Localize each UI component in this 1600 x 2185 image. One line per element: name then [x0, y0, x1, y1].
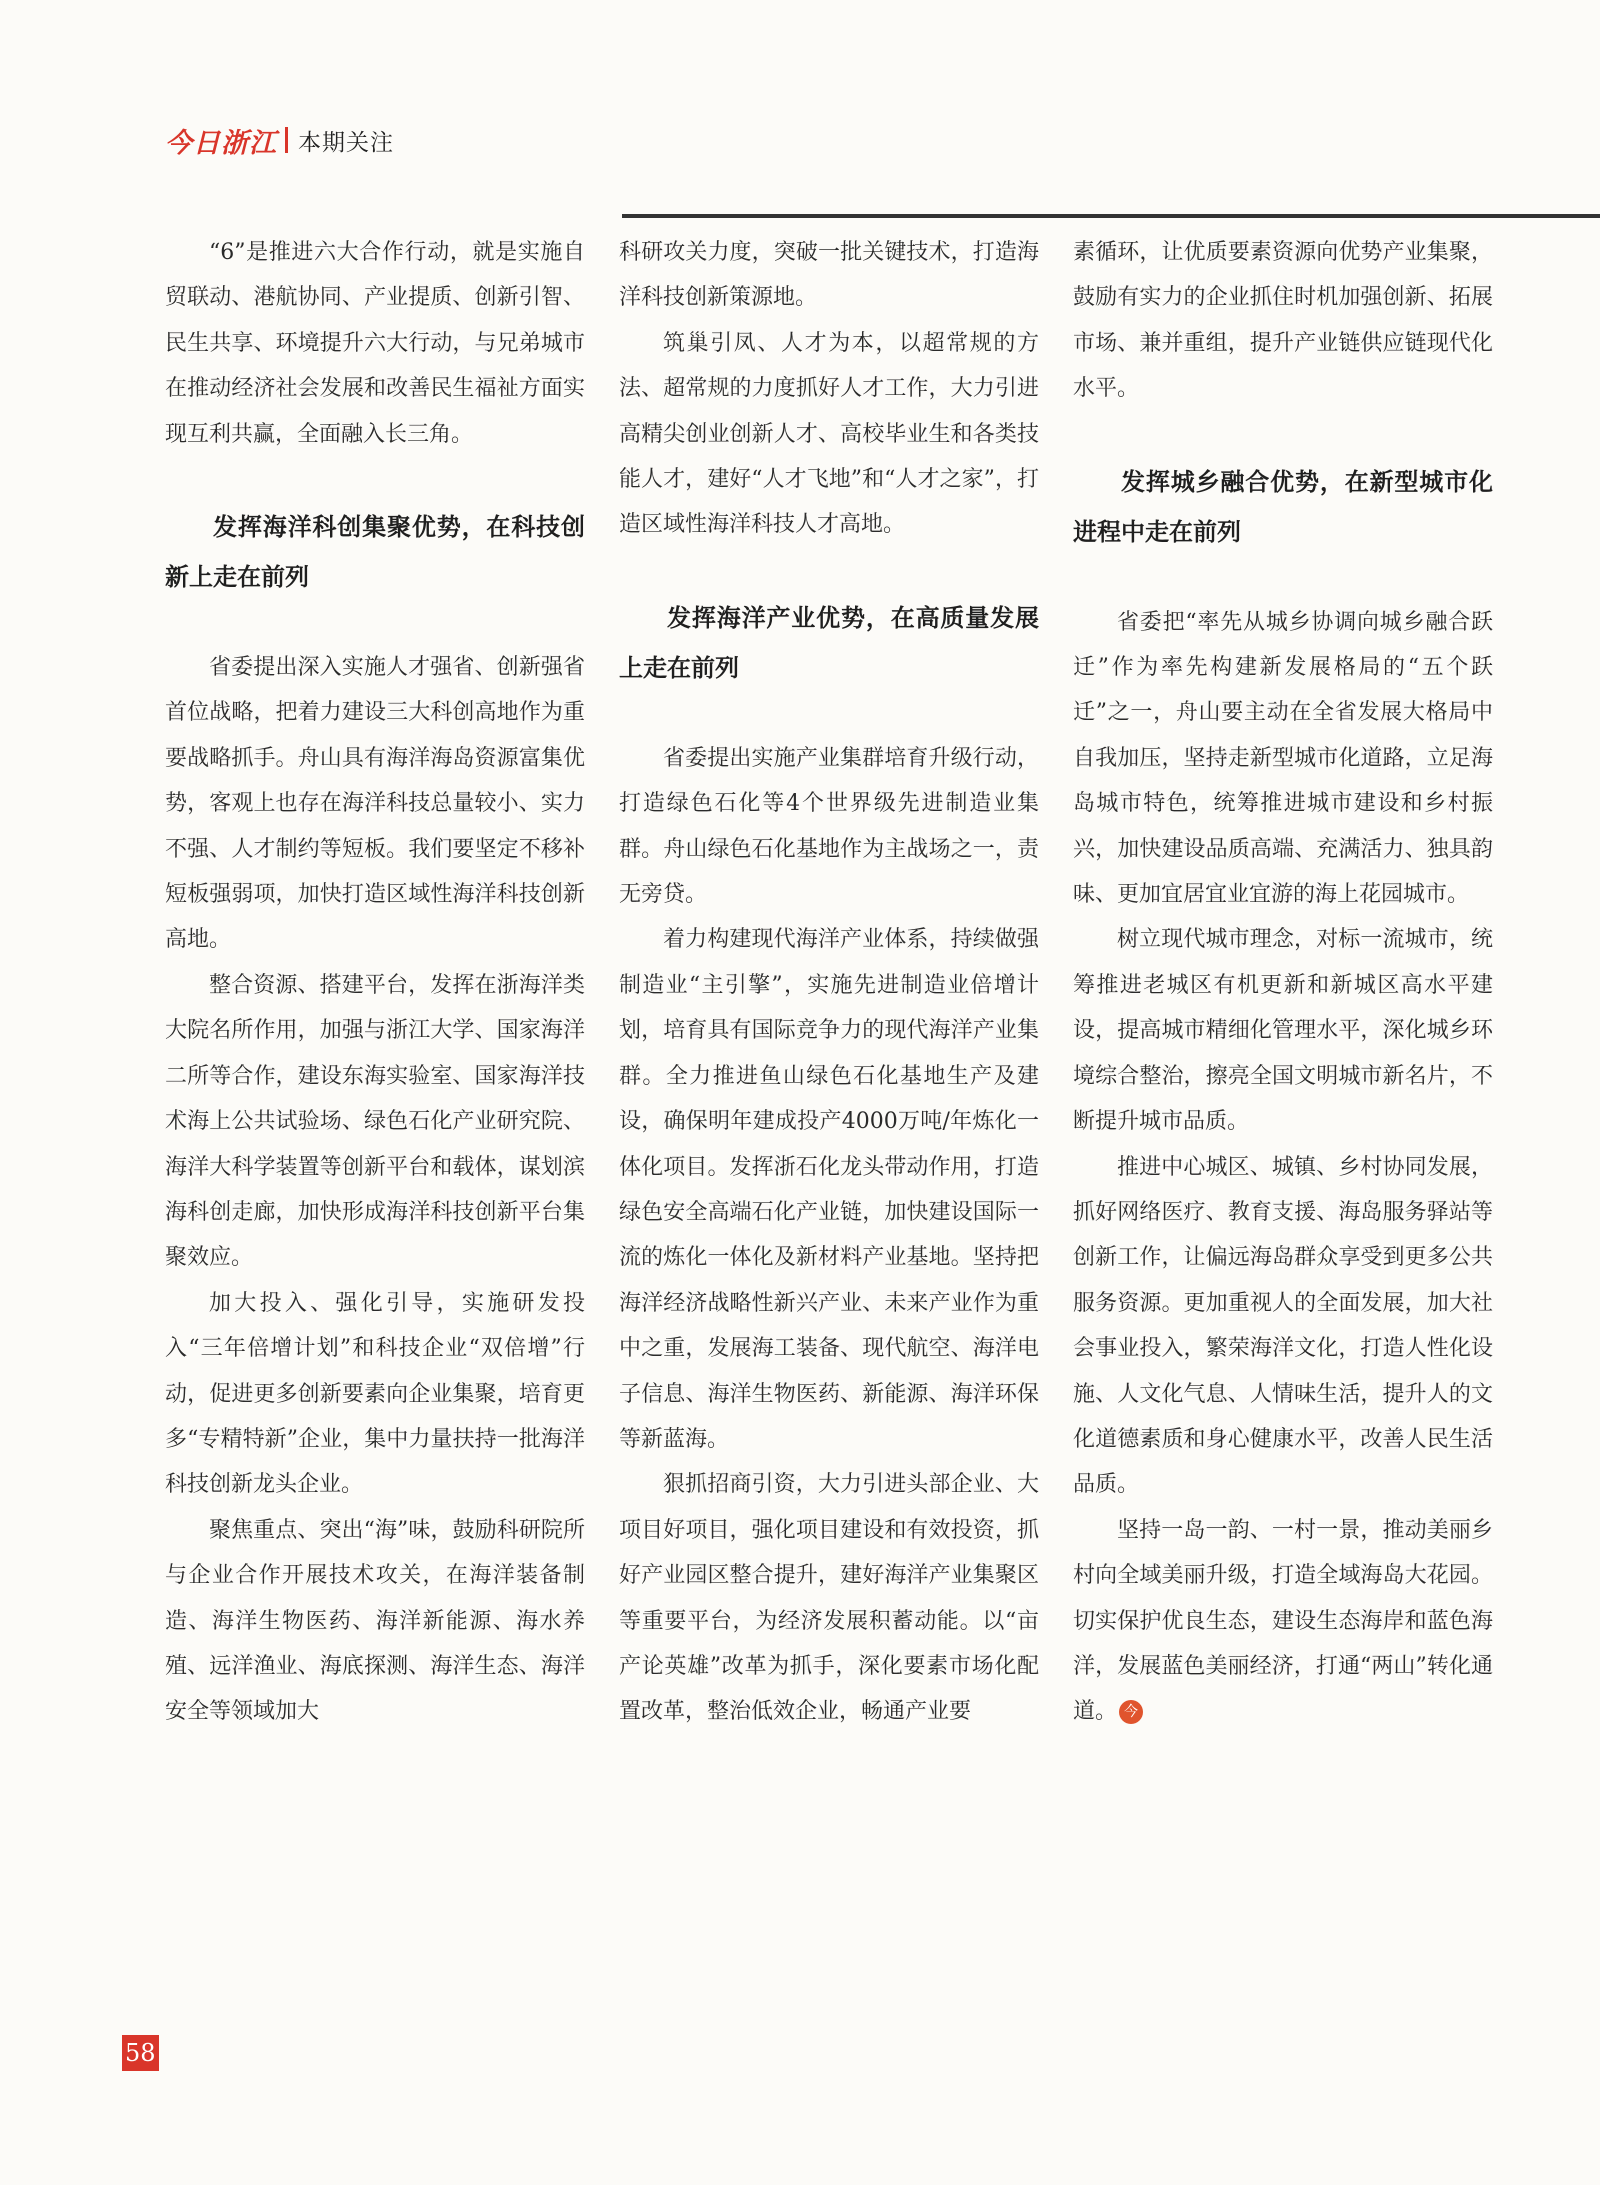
paragraph: 筑巢引凤、人才为本，以超常规的方法、超常规的力度抓好人才工作，大力引进高精尖创业创新人才、高校毕业生和各类技能人才，建好“人才飞地”和“人才之家”，打造区域性海洋科技人才高地。 — [619, 330, 1039, 538]
paragraph: 省委提出深入实施人才强省、创新强省首位战略，把着力建设三大科创高地作为重要战略抓手。舟山具有海洋海岛资源富集优势，客观上也存在海洋科技总量较小、实力不强、人才制约等短板。我们要坚定不移补短板强弱项，加快打造区域性海洋科技创新高地。 — [165, 655, 585, 953]
magazine-logo: 今日浙江 — [165, 127, 277, 159]
paragraph: 省委提出实施产业集群培育升级行动，打造绿色石化等4个世界级先进制造业集群。舟山绿色石化基地作为主战场之一，责无旁贷。 — [619, 745, 1039, 908]
paragraph: 着力构建现代海洋产业体系，持续做强制造业“主引擎”，实施先进制造业倍增计划，培育具有国际竞争力的现代海洋产业集群。全力推进鱼山绿色石化基地生产及建设，确保明年建成投产4000万吨/年炼化一体化项目。发挥浙石化龙头带动作用，打造绿色安全高端石化产业链，加快建设国际一流的炼化一体化及新材料产业基地。坚持把海洋经济战略性新兴产业、未来产业作为重中之重，发展海工装备、现代航空、海洋电子信息、海洋生物医药、新能源、海洋环保等新蓝海。 — [619, 927, 1039, 1452]
column-3 — [1073, 230, 1493, 1735]
header-divider — [285, 127, 288, 153]
paragraph: 加大投入、强化引导，实施研发投入“三年倍增计划”和科技企业“双倍增”行动，促进更多创新要素向企业集聚，培育更多“专精特新”企业，集中力量扶持一批海洋科技创新龙头企业。 — [165, 1290, 585, 1498]
paragraph-continued: 科研攻关力度，突破一批关键技术，打造海洋科技创新策源地。 — [619, 240, 1039, 311]
paragraph: 狠抓招商引资，大力引进头部企业、大项目好项目，强化项目建设和有效投资，抓好产业园区整合提升，建好海洋产业集聚区等重要平台，为经济发展积蓄动能。以“亩产论英雄”改革为抓手，深化要素市场化配置改革，整治低效企业，畅通产业要 — [619, 1472, 1039, 1725]
column-2 — [619, 230, 1039, 1735]
paragraph: 聚焦重点、突出“海”味，鼓励科研院所与企业合作开展技术攻关，在海洋装备制造、海洋生物医药、海洋新能源、海水养殖、远洋渔业、海底探测、海洋生态、海洋安全等领域加大 — [165, 1517, 585, 1725]
section-heading: 发挥海洋产业优势，在高质量发展上走在前列 — [619, 603, 1039, 682]
paragraph-continued: 素循环，让优质要素资源向优势产业集聚，鼓励有实力的企业抓住时机加强创新、拓展市场、兼并重组，提升产业链供应链现代化水平。 — [1073, 240, 1493, 402]
end-mark-icon: 今 — [1119, 1700, 1143, 1724]
column-1 — [165, 230, 585, 1735]
page-header — [165, 120, 394, 160]
paragraph: 树立现代城市理念，对标一流城市，统筹推进老城区有机更新和新城区高水平建设，提高城市精细化管理水平，深化城乡环境综合整治，擦亮全国文明城市新名片，不断提升城市品质。 — [1073, 927, 1493, 1135]
section-name: 本期关注 — [298, 129, 394, 156]
page-number: 58 — [122, 2035, 159, 2071]
section-heading: 发挥城乡融合优势，在新型城市化进程中走在前列 — [1073, 467, 1493, 546]
paragraph-last — [1073, 1508, 1493, 1735]
paragraph-text: 坚持一岛一韵、一村一景，推动美丽乡村向全域美丽升级，打造全域海岛大花园。切实保护优良生态，建设生态海岸和蓝色海洋，发展蓝色美丽经济，打通“两山”转化通道。 — [1073, 1517, 1493, 1725]
paragraph: 整合资源、搭建平台，发挥在浙海洋类大院名所作用，加强与浙江大学、国家海洋二所等合作，建设东海实验室、国家海洋技术海上公共试验场、绿色石化产业研究院、海洋大科学装置等创新平台和载体，谋划滨海科创走廊，加快形成海洋科技创新平台集聚效应。 — [165, 972, 585, 1271]
section-heading: 发挥海洋科创集聚优势，在科技创新上走在前列 — [165, 513, 585, 592]
top-rule — [622, 214, 1600, 218]
paragraph: 推进中心城区、城镇、乡村协同发展，抓好网络医疗、教育支援、海岛服务驿站等创新工作，让偏远海岛群众享受到更多公共服务资源。更加重视人的全面发展，加大社会事业投入，繁荣海洋文化，打造人性化设施、人文化气息、人情味生活，提升人的文化道德素质和身心健康水平，改善人民生活品质。 — [1073, 1154, 1493, 1498]
paragraph: 省委把“率先从城乡协调向城乡融合跃迁”作为率先构建新发展格局的“五个跃迁”之一，舟山要主动在全省发展大格局中自我加压，坚持走新型城市化道路，立足海岛城市特色，统筹推进城市建设和乡村振兴，加快建设品质高端、充满活力、独具韵味、更加宜居宜业宜游的海上花园城市。 — [1073, 609, 1493, 908]
paragraph: “6”是推进六大合作行动，就是实施自贸联动、港航协同、产业提质、创新引智、民生共享、环境提升六大行动，与兄弟城市在推动经济社会发展和改善民生福祉方面实现互利共赢，全面融入长三角。 — [165, 240, 585, 447]
